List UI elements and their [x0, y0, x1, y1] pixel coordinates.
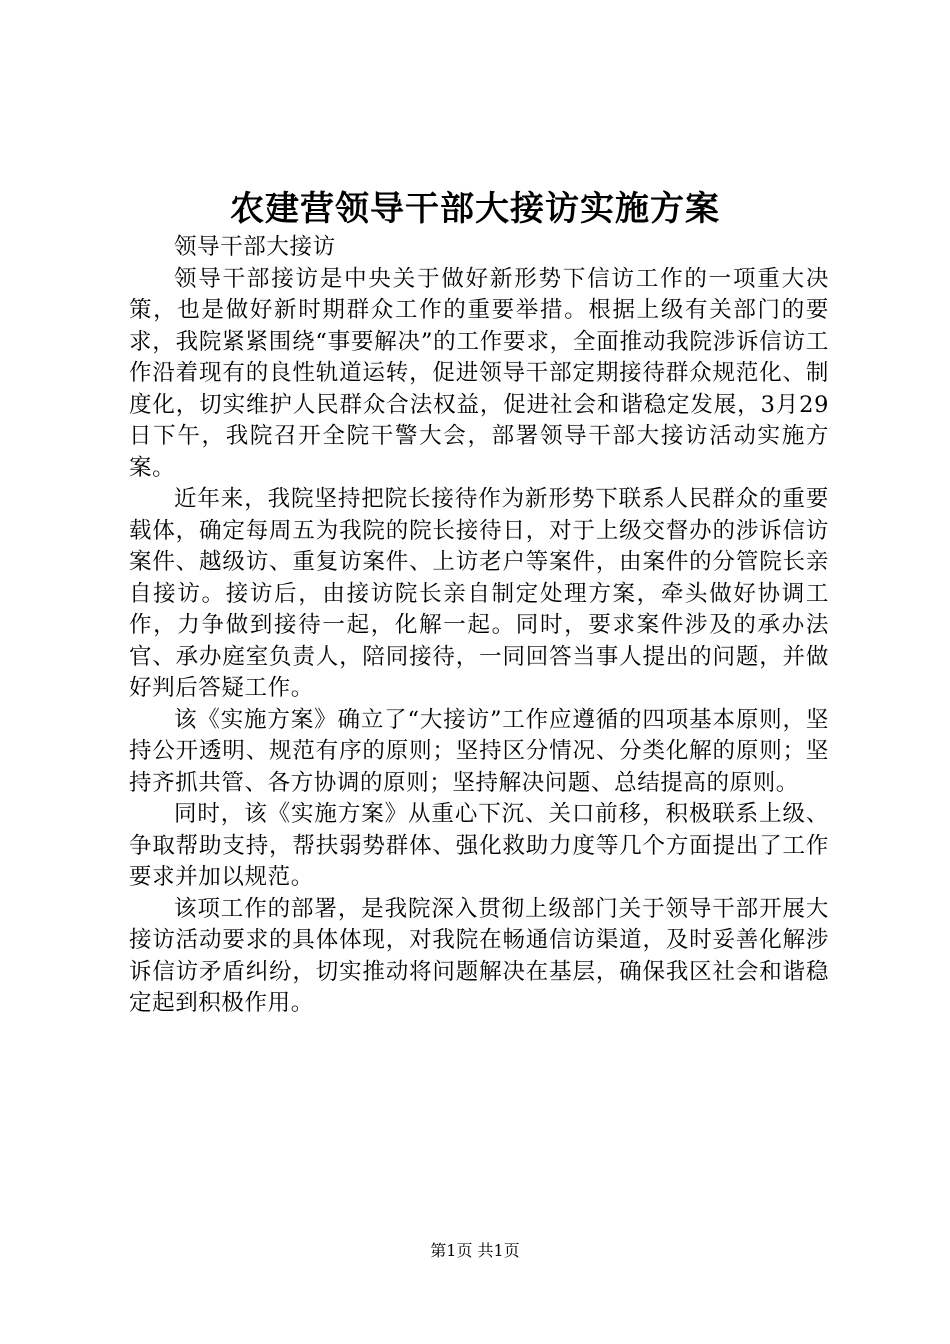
- page-footer: 第1页 共1页: [430, 1241, 520, 1260]
- paragraph-3: 该《实施方案》确立了“大接访”工作应遵循的四项基本原则，坚持公开透明、规范有序的原则；坚持区分情况、分类化解的原则；坚持齐抓共管、各方协调的原则；坚持解决问题、总结提高的原则。: [129, 706, 829, 796]
- document-subtitle: 领导干部大接访: [174, 234, 336, 260]
- paragraph-4: 同时，该《实施方案》从重心下沉、关口前移，积极联系上级、争取帮助支持，帮扶弱势群体、强化救助力度等几个方面提出了工作要求并加以规范。: [129, 801, 829, 890]
- paragraph-1: 领导干部接访是中央关于做好新形势下信访工作的一项重大决策，也是做好新时期群众工作的重要举措。根据上级有关部门的要求，我院紧紧围绕“事要解决”的工作要求，全面推动我院涉诉信访工作沿着现有的良性轨道运转，促进领导干部定期接待群众规范化、制度化，切实维护人民群众合法权益，促进社会和谐稳定发展，3月29日下午，我院召开全院干警大会，部署领导干部大接访活动实施方案。: [129, 265, 829, 481]
- document-body: [129, 232, 829, 1020]
- paragraph-2: 近年来，我院坚持把院长接待作为新形势下联系人民群众的重要载体，确定每周五为我院的院长接待日，对于上级交督办的涉诉信访案件、越级访、重复访案件、上访老户等案件，由案件的分管院长亲自接访。接访后，由接访院长亲自制定处理方案，牵头做好协调工作，力争做到接待一起，化解一起。同时，要求案件涉及的承办法官、承办庭室负责人，陪同接待，一同回答当事人提出的问题，并做好判后答疑工作。: [129, 486, 829, 701]
- paragraph-5: 该项工作的部署，是我院深入贯彻上级部门关于领导干部开展大接访活动要求的具体体现，对我院在畅通信访渠道，及时妥善化解涉诉信访矛盾纠纷，切实推动将问题解决在基层，确保我区社会和谐稳定起到积极作用。: [129, 895, 829, 1016]
- document-title: 农建营领导干部大接访实施方案: [230, 189, 720, 229]
